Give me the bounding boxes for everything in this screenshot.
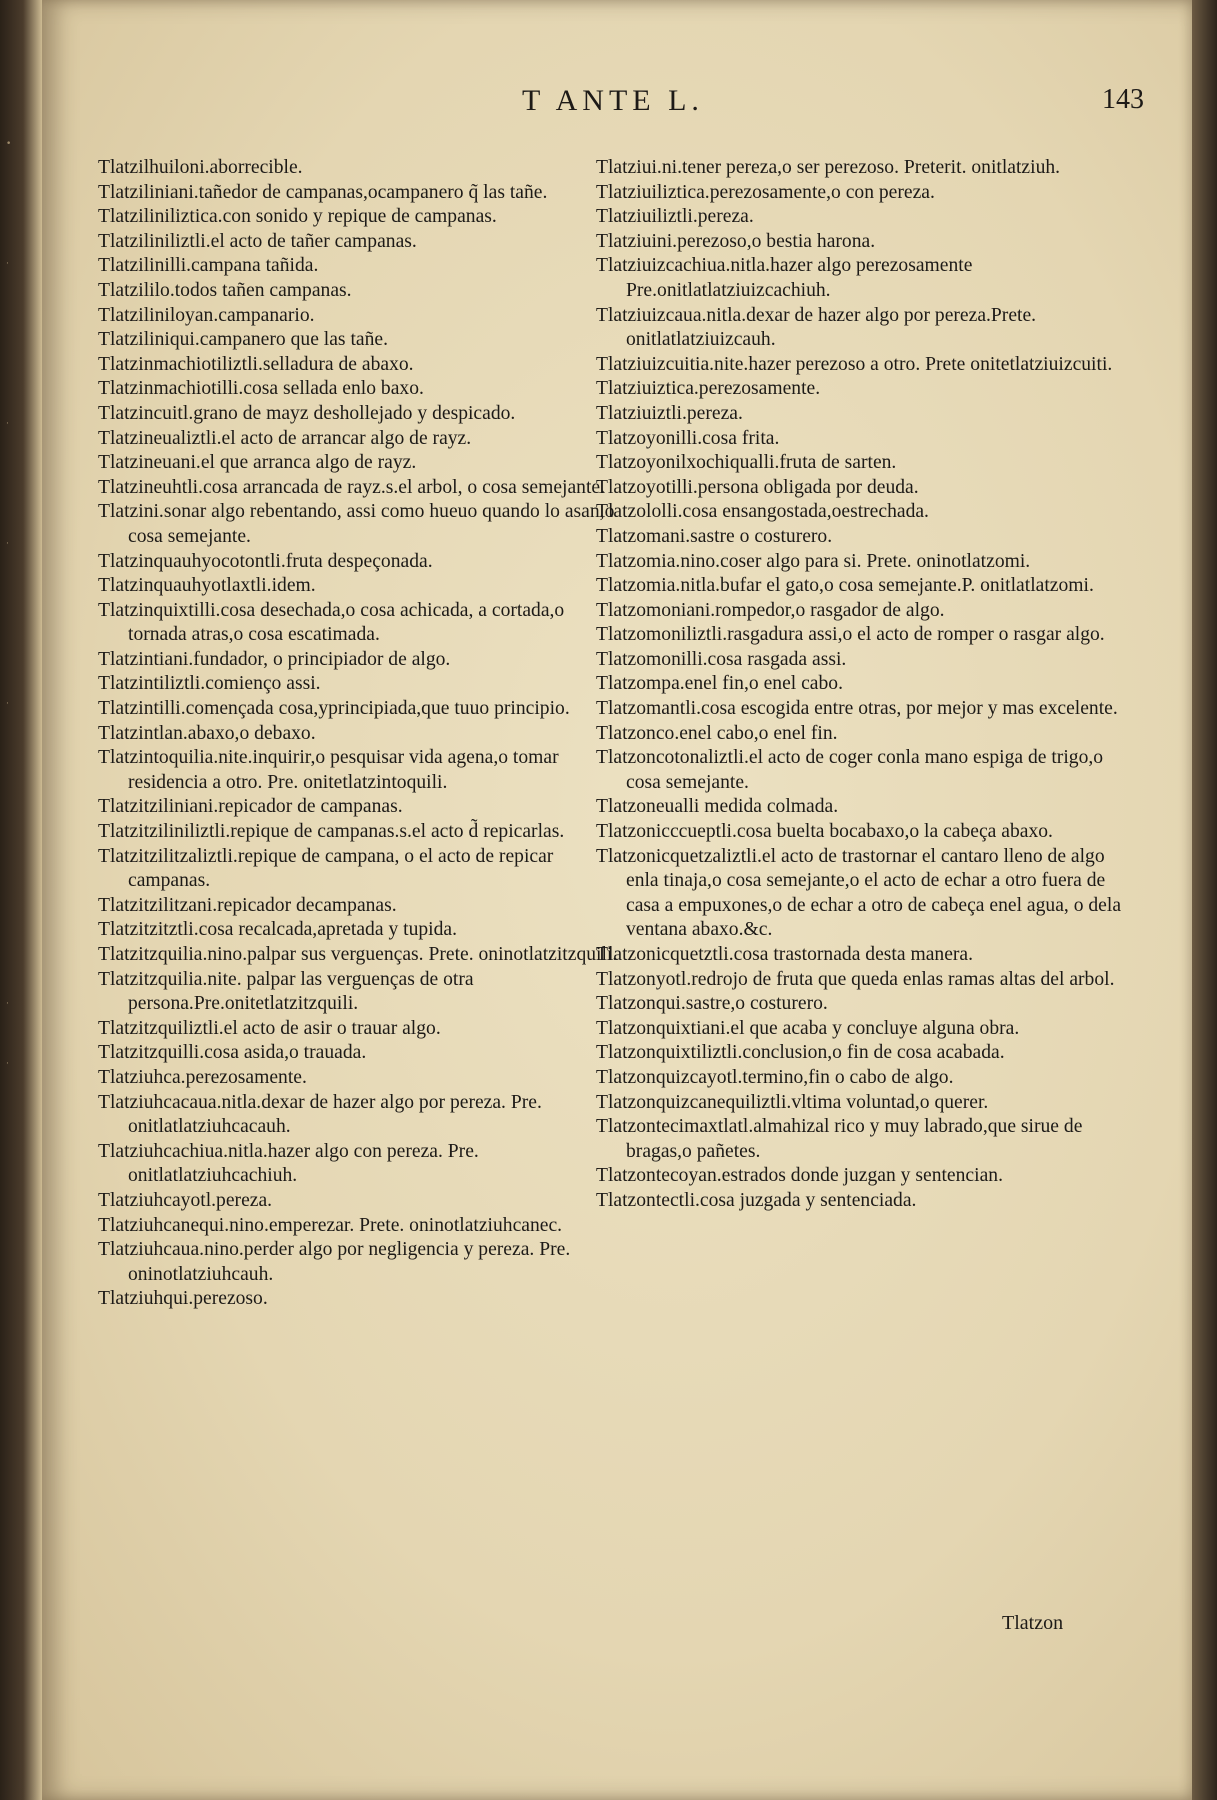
dictionary-entry: Tlatzintlan.abaxo,o debaxo. (98, 722, 316, 744)
dictionary-entry: Tlatziliniloyan.campanario. (98, 304, 315, 326)
dictionary-entry: Tlatzilinilli.campana tañida. (98, 255, 319, 277)
dictionary-entry: Tlatzitziliniani.repicador de campanas. (98, 796, 403, 818)
dictionary-entry: Tlatzinmachiotilli.cosa sellada enlo baxo. (98, 378, 424, 400)
dictionary-entry: Tlatzinmachiotiliztli.selladura de abaxo. (98, 353, 414, 375)
facing-page-margin: • · · · · · · (6, 140, 12, 1069)
dictionary-entry: Tlatzomoniliztli.rasgadura assi,o el acto de romper o rasgar algo. (596, 624, 1105, 646)
dictionary-entry: Tlatziuizcuitia.nite.hazer perezoso a otro. Prete onitetlatziuizcuiti. (596, 353, 1113, 375)
dictionary-entry: Tlatziuiztica.perezosamente. (596, 378, 821, 400)
dictionary-entry: Tlatziuiliztica.perezosamente,o con pereza. (596, 181, 935, 203)
dictionary-entry: Tlatzontectli.cosa juzgada y sentenciada. (596, 1189, 917, 1211)
dictionary-entry: Tlatziuhcacaua.nitla.dexar de hazer algo por pereza. Pre. onitlatlatziuhcacauh. (98, 1091, 542, 1138)
dictionary-entry: Tlatzitzquiliztli.el acto de asir o trauar algo. (98, 1017, 441, 1039)
dictionary-entry: Tlatzineualiztli.el acto de arrancar algo de rayz. (98, 427, 472, 449)
dictionary-entry: Tlatziuizcachiua.nitla.hazer algo perezosamente Pre.onitlatlatziuizcachiuh. (596, 255, 973, 301)
dictionary-entry: Tlatzitzquilia.nite. palpar las verguenças de otra persona.Pre.onitetlatzitzquili. (98, 968, 474, 1015)
running-head: T ANTE L. (522, 84, 704, 117)
dictionary-entry: Tlatziuini.perezoso,o bestia harona. (596, 230, 876, 252)
right-column (596, 156, 1136, 1214)
dictionary-entry: Tlatzonyotl.redrojo de fruta que queda enlas ramas altas del arbol. (596, 968, 1115, 990)
dictionary-entry: Tlatzitzilitzani.repicador decampanas. (98, 894, 397, 916)
dictionary-entry: Tlatzonquixtiliztli.conclusion,o fin de cosa acabada. (596, 1042, 1005, 1064)
dictionary-entry: Tlatzomoniani.rompedor,o rasgador de algo. (596, 599, 945, 621)
dictionary-entry: Tlatzintoquilia.nite.inquirir,o pesquisar vida agena,o tomar residencia a otro. Pre. onitetlatzintoquili. (98, 747, 559, 793)
dictionary-entry: Tlatzomia.nino.coser algo para si. Prete. oninotlatzomi. (596, 550, 1031, 572)
dictionary-entry: Tlatzonquixtiani.el que acaba y concluye alguna obra. (596, 1017, 1020, 1039)
dictionary-entry: Tlatzoncotonaliztli.el acto de coger conla mano espiga de trigo,o cosa semejante. (596, 747, 1104, 793)
dictionary-entry: Tlatzonquizcanequiliztli.vltima voluntad,o querer. (596, 1091, 989, 1113)
dictionary-entry: Tlatzinquauhyocotontli.fruta despeçonada. (98, 550, 433, 572)
dictionary-entry: Tlatzoneualli medida colmada. (596, 796, 839, 818)
dictionary-entry: Tlatzitziliniliztli.repique de campanas.s.el acto d̃ repicarlas. (98, 821, 565, 843)
dictionary-entry: Tlatzoyonilli.cosa frita. (596, 427, 780, 449)
dictionary-entry: Tlatzonicquetztli.cosa trastornada desta manera. (596, 944, 974, 965)
dictionary-entry: Tlatziliniliztli.el acto de tañer campanas. (98, 230, 417, 252)
dictionary-entry: Tlatziliniliztica.con sonido y repique de campanas. (98, 206, 497, 228)
dictionary-entry: Tlatzontecoyan.estrados donde juzgan y sentencian. (596, 1165, 1003, 1187)
dictionary-entry: Tlatzonco.enel cabo,o enel fin. (596, 722, 838, 744)
dictionary-entry: Tlatziuhqui.perezoso. (98, 1288, 268, 1310)
dictionary-entry: Tlatzitzilitzaliztli.repique de campana, o el acto de repicar campanas. (98, 845, 554, 892)
page-edge (1192, 0, 1217, 1800)
catchword: Tlatzon (1002, 1612, 1064, 1634)
page-number: 143 (1102, 84, 1144, 115)
dictionary-entry: Tlatzomantli.cosa escogida entre otras, por mejor y mas excelente. (596, 698, 1118, 720)
dictionary-entry: Tlatzililo.todos tañen campanas. (98, 279, 352, 301)
dictionary-entry: Tlatzinquauhyotlaxtli.idem. (98, 575, 316, 597)
page-header (42, 84, 1192, 124)
dictionary-entry: Tlatziuizcaua.nitla.dexar de hazer algo por pereza.Prete. onitlatlatziuizcauh. (596, 304, 1037, 351)
dictionary-entry: Tlatzintiani.fundador, o principiador de algo. (98, 648, 451, 670)
dictionary-entry: Tlatzintiliztli.comienço assi. (98, 673, 321, 695)
dictionary-entry: Tlatziuiliztli.pereza. (596, 206, 754, 228)
dictionary-entry: Tlatzinquixtilli.cosa desechada,o cosa achicada, a cortada,o tornada atras,o cosa escatimada. (98, 599, 565, 646)
dictionary-entry: Tlatzoyotilli.persona obligada por deuda. (596, 476, 919, 498)
dictionary-entry: Tlatzitzquilia.nino.palpar sus verguenças. Prete. oninotlatzitzquili. (98, 944, 618, 965)
left-column (98, 156, 618, 1312)
dictionary-entry: Tlatziuiztli.pereza. (596, 402, 743, 424)
dictionary-entry: Tlatziliniani.tañedor de campanas,ocampanero q̃ las tañe. (98, 181, 548, 203)
dictionary-entry: Tlatzomia.nitla.bufar el gato,o cosa semejante.P. onitlatlatzomi. (596, 575, 1094, 597)
dictionary-entry: Tlatzomani.sastre o costurero. (596, 525, 833, 547)
dictionary-entry: Tlatzitzitztli.cosa recalcada,apretada y tupida. (98, 919, 458, 941)
dictionary-entry: Tlatzonicccueptli.cosa buelta bocabaxo,o la cabeça abaxo. (596, 821, 1053, 843)
dictionary-entry: Tlatzompa.enel fin,o enel cabo. (596, 673, 843, 695)
dictionary-entry: Tlatzilhuiloni.aborrecible. (98, 157, 303, 178)
dictionary-entry: Tlatzonicquetzaliztli.el acto de trastornar el cantaro lleno de algo enla tinaja,o cosa semejante,o el acto de echar a otro fuera de casa a empuxones,o de echar a otro de cabeça enel agua, o dela ventana abaxo.&c. (596, 845, 1122, 941)
dictionary-entry: Tlatziuhcayotl.pereza. (98, 1189, 273, 1211)
dictionary-entry: Tlatziuhcaua.nino.perder algo por negligencia y pereza. Pre. oninotlatziuhcauh. (98, 1239, 571, 1285)
dictionary-entry: Tlatzololli.cosa ensangostada,oestrechada. (596, 501, 929, 523)
dictionary-entry: Tlatzintilli.començada cosa,yprincipiada,que tuuo principio. (98, 698, 570, 720)
dictionary-entry: Tlatzincuitl.grano de mayz deshollejado y despicado. (98, 402, 516, 424)
dictionary-entry: Tlatzontecimaxtlatl.almahizal rico y muy labrado,que sirue de bragas,o pañetes. (596, 1116, 1083, 1162)
dictionary-entry: Tlatziuhcachiua.nitla.hazer algo con pereza. Pre. onitlatlatziuhcachiuh. (98, 1140, 479, 1187)
dictionary-entry: Tlatzineuhtli.cosa arrancada de rayz.s.el arbol, o cosa semejante. (98, 476, 606, 498)
dictionary-entry: Tlatzonquizcayotl.termino,fin o cabo de algo. (596, 1066, 954, 1088)
dictionary-entry: Tlatziliniqui.campanero que las tañe. (98, 329, 388, 351)
dictionary-entry: Tlatzini.sonar algo rebentando, assi como hueuo quando lo asan,o cosa semejante. (98, 501, 615, 547)
dictionary-entry: Tlatziuhca.perezosamente. (98, 1066, 307, 1088)
book-page (42, 0, 1192, 1800)
dictionary-entry: Tlatzitzquilli.cosa asida,o trauada. (98, 1042, 367, 1064)
dictionary-entry: Tlatziuhcanequi.nino.emperezar. Prete. oninotlatziuhcanec. (98, 1214, 563, 1236)
dictionary-entry: Tlatzineuani.el que arranca algo de rayz. (98, 452, 417, 474)
dictionary-entry: Tlatzomonilli.cosa rasgada assi. (596, 648, 847, 670)
dictionary-entry: Tlatzonqui.sastre,o costurero. (596, 993, 828, 1015)
dictionary-entry: Tlatziui.ni.tener pereza,o ser perezoso. Preterit. onitlatziuh. (596, 157, 1061, 178)
dictionary-entry: Tlatzoyonilxochiqualli.fruta de sarten. (596, 452, 897, 474)
